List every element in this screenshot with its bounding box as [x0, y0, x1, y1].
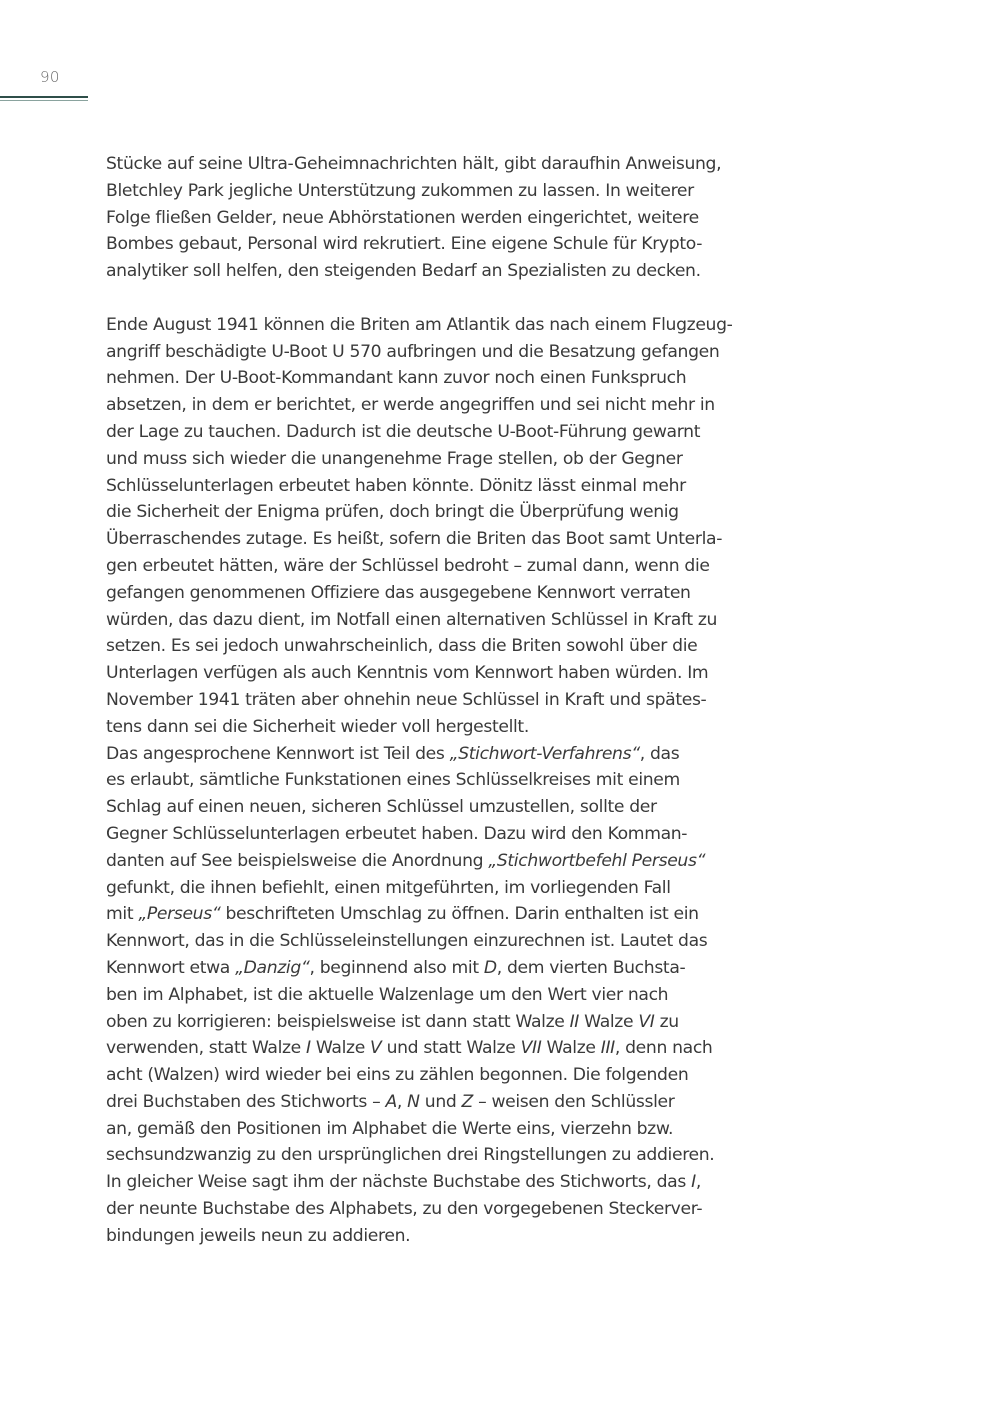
text-segment: sechsundzwanzig zu den ursprünglichen drei Ringstellungen zu addieren.	[106, 1145, 715, 1166]
text-segment: , denn nach	[614, 1038, 713, 1059]
text-line	[106, 231, 776, 258]
text-line	[106, 982, 776, 1009]
text-line	[106, 1169, 776, 1196]
text-line	[106, 633, 776, 660]
text-line	[106, 339, 776, 366]
text-line	[106, 901, 776, 928]
text-line	[106, 312, 776, 339]
text-segment: tens dann sei die Sicherheit wieder voll hergestellt.	[106, 716, 529, 737]
italic-text: „Stichwort-Verfahrens“	[449, 743, 640, 764]
text-segment: Das angesprochene Kennwort ist Teil des	[106, 743, 450, 764]
text-segment: analytiker soll helfen, den steigenden Bedarf an Spezialisten zu decken.	[106, 261, 701, 282]
text-segment: , beginnend also mit	[309, 957, 484, 978]
text-segment: November 1941 träten aber ohnehin neue Schlüssel in Kraft und spätes-	[106, 689, 707, 710]
text-line	[106, 928, 776, 955]
text-segment: drei Buchstaben des Stichworts –	[106, 1091, 386, 1112]
text-segment: Überraschendes zutage. Es heißt, sofern die Briten das Boot samt Unterla-	[106, 529, 723, 550]
text-segment: danten auf See beispielsweise die Anordnung	[106, 850, 489, 871]
italic-text: D	[483, 957, 497, 978]
text-segment: Gegner Schlüsselunterlagen erbeutet haben. Dazu wird den Komman-	[106, 823, 688, 844]
text-segment: der neunte Buchstabe des Alphabets, zu den vorgegebenen Steckerver-	[106, 1199, 703, 1220]
text-segment: Bletchley Park jegliche Unterstützung zukommen zu lassen. In weiterer	[106, 180, 694, 201]
text-line	[106, 499, 776, 526]
text-segment: Bombes gebaut, Personal wird rekrutiert. Eine eigene Schule für Krypto-	[106, 234, 703, 255]
italic-text: I	[691, 1172, 696, 1193]
text-line	[106, 419, 776, 446]
paragraph-2	[106, 312, 776, 741]
text-segment: angriff beschädigte U-Boot U 570 aufbringen und die Besatzung gefangen	[106, 341, 720, 362]
text-segment: Walze	[579, 1011, 639, 1032]
text-line	[106, 526, 776, 553]
text-line	[106, 1089, 776, 1116]
italic-text: II	[569, 1011, 580, 1032]
text-segment: würden, das dazu dient, im Notfall einen alternativen Schlüssel in Kraft zu	[106, 609, 718, 630]
text-segment: , das	[639, 743, 680, 764]
text-line	[106, 446, 776, 473]
italic-text: „Stichwortbefehl Perseus“	[488, 850, 706, 871]
text-segment: ,	[396, 1091, 408, 1112]
text-line	[106, 1116, 776, 1143]
text-line	[106, 178, 776, 205]
text-segment: beschrifteten Umschlag zu öffnen. Darin enthalten ist ein	[220, 904, 699, 925]
text-line	[106, 258, 776, 285]
text-line	[106, 607, 776, 634]
italic-text: Z	[461, 1091, 473, 1112]
text-segment: Folge fließen Gelder, neue Abhörstationen werden eingerichtet, weitere	[106, 207, 699, 228]
text-segment: zu	[654, 1011, 679, 1032]
text-segment: an, gemäß den Positionen im Alphabet die Werte eins, vierzehn bzw.	[106, 1118, 674, 1139]
text-segment: und statt Walze	[381, 1038, 521, 1059]
text-line	[106, 1142, 776, 1169]
text-line	[106, 741, 776, 768]
text-segment: Kennwort, das in die Schlüsseleinstellungen einzurechnen ist. Lautet das	[106, 931, 708, 952]
text-segment: absetzen, in dem er berichtet, er werde angegriffen und sei nicht mehr in	[106, 395, 715, 416]
text-segment: die Sicherheit der Enigma prüfen, doch bringt die Überprüfung wenig	[106, 502, 679, 523]
text-segment: Schlag auf einen neuen, sicheren Schlüssel umzustellen, sollte der	[106, 797, 657, 818]
text-segment: verwenden, statt Walze	[106, 1038, 307, 1059]
italic-text: „Danzig“	[235, 957, 310, 978]
text-segment: Schlüsselunterlagen erbeutet haben könnte. Dönitz lässt einmal mehr	[106, 475, 686, 496]
text-line	[106, 1196, 776, 1223]
text-segment: – weisen den Schlüssler	[472, 1091, 675, 1112]
text-line	[106, 955, 776, 982]
italic-text: A	[385, 1091, 397, 1112]
text-segment: Walze	[541, 1038, 601, 1059]
text-line	[106, 794, 776, 821]
italic-text: V	[370, 1038, 382, 1059]
text-segment: In gleicher Weise sagt ihm der nächste Buchstabe des Stichworts, das	[106, 1172, 692, 1193]
text-segment: und muss sich wieder die unangenehme Frage stellen, ob der Gegner	[106, 448, 683, 469]
text-line	[106, 392, 776, 419]
text-line	[106, 848, 776, 875]
text-segment: ben im Alphabet, ist die aktuelle Walzenlage um den Wert vier nach	[106, 984, 669, 1005]
text-line	[106, 1035, 776, 1062]
text-segment: Walze	[310, 1038, 371, 1059]
italic-text: III	[600, 1038, 615, 1059]
text-segment: der Lage zu tauchen. Dadurch ist die deutsche U-Boot-Führung gewarnt	[106, 421, 701, 442]
text-segment: Kennwort etwa	[106, 957, 236, 978]
text-segment: gefunkt, die ihnen befiehlt, einen mitgeführten, im vorliegenden Fall	[106, 877, 671, 898]
header-rule	[0, 96, 88, 101]
text-segment: setzen. Es sei jedoch unwahrscheinlich, dass die Briten sowohl über die	[106, 636, 698, 657]
paragraph-1	[106, 151, 776, 285]
italic-text: VI	[638, 1011, 655, 1032]
text-line	[106, 660, 776, 687]
text-line	[106, 767, 776, 794]
text-line	[106, 1062, 776, 1089]
italic-text: I	[306, 1038, 311, 1059]
text-segment: oben zu korrigieren: beispielsweise ist dann statt Walze	[106, 1011, 570, 1032]
italic-text: „Perseus“	[138, 904, 221, 925]
text-segment: Stücke auf seine Ultra-Geheimnachrichten hält, gibt daraufhin Anweisung,	[106, 154, 722, 174]
text-line	[106, 151, 776, 178]
text-line	[106, 1009, 776, 1036]
text-segment: bindungen jeweils neun zu addieren.	[106, 1225, 411, 1246]
page-number: 90	[40, 68, 60, 86]
italic-text: N	[407, 1091, 420, 1112]
text-line	[106, 687, 776, 714]
text-segment: es erlaubt, sämtliche Funkstationen eines Schlüsselkreises mit einem	[106, 770, 680, 791]
text-segment: Ende August 1941 können die Briten am Atlantik das nach einem Flugzeug-	[106, 314, 733, 335]
text-segment: ,	[695, 1172, 701, 1193]
italic-text: VII	[520, 1038, 542, 1059]
text-line	[106, 205, 776, 232]
text-line	[106, 553, 776, 580]
text-segment: gefangen genommenen Offiziere das ausgegebene Kennwort verraten	[106, 582, 691, 603]
text-line	[106, 875, 776, 902]
text-line	[106, 580, 776, 607]
text-line	[106, 821, 776, 848]
text-line	[106, 473, 776, 500]
body-text	[106, 151, 776, 1250]
text-segment: und	[419, 1091, 462, 1112]
text-line	[106, 714, 776, 741]
text-segment: acht (Walzen) wird wieder bei eins zu zählen begonnen. Die folgenden	[106, 1065, 689, 1086]
text-line	[106, 365, 776, 392]
text-segment: nehmen. Der U-Boot-Kommandant kann zuvor noch einen Funkspruch	[106, 368, 687, 389]
text-line	[106, 1223, 776, 1250]
text-segment: , dem vierten Buchsta-	[496, 957, 686, 978]
text-segment: Unterlagen verfügen als auch Kenntnis vom Kennwort haben würden. Im	[106, 663, 709, 684]
text-segment: mit	[106, 904, 139, 925]
text-segment: gen erbeutet hätten, wäre der Schlüssel bedroht – zumal dann, wenn die	[106, 555, 710, 576]
paragraph-gap	[106, 285, 776, 312]
paragraph-3	[106, 741, 776, 1250]
